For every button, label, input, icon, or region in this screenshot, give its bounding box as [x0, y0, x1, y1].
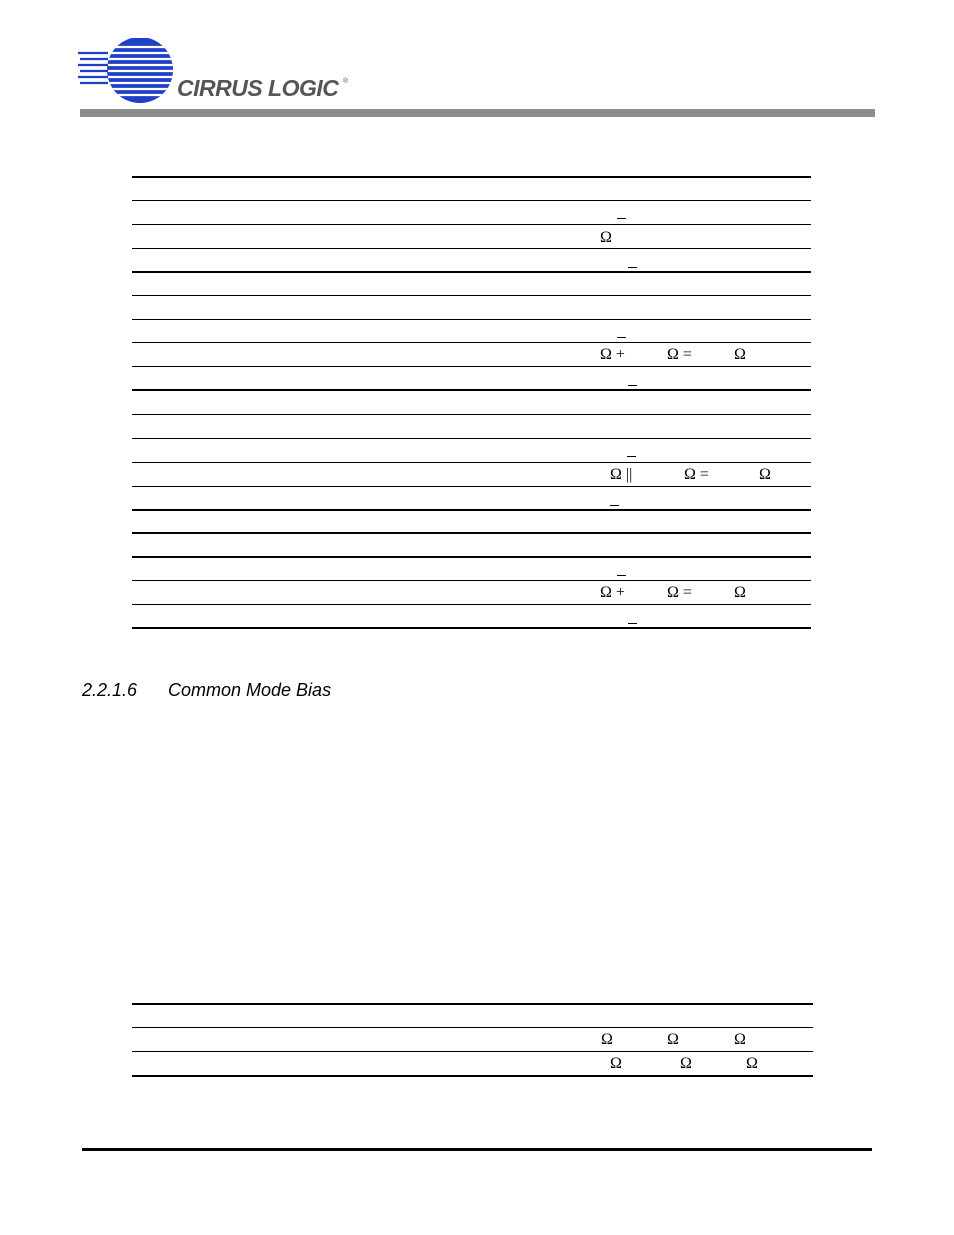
table-rule — [132, 1051, 813, 1052]
table-rule — [132, 1027, 813, 1028]
table-cell: Ω — [746, 1055, 758, 1072]
section-title: Common Mode Bias — [168, 680, 332, 700]
overbar-mark — [617, 575, 626, 576]
table-cell: Ω — [600, 229, 612, 246]
table-rule — [132, 200, 811, 201]
overbar-mark — [628, 267, 637, 268]
table-cell: Ω — [601, 1031, 613, 1048]
overbar-mark — [617, 337, 626, 338]
overbar-mark — [610, 505, 619, 506]
table-cell: Ω + — [600, 346, 625, 363]
table-rule — [132, 486, 811, 487]
table-cell: Ω — [680, 1055, 692, 1072]
table-cell: Ω = — [667, 584, 692, 601]
header-bar — [80, 109, 875, 117]
table-cell: Ω = — [667, 346, 692, 363]
overbar-mark — [627, 456, 636, 457]
table-rule — [132, 389, 811, 391]
table-rule — [132, 248, 811, 249]
table-cell: Ω = — [684, 466, 709, 483]
table-rule — [132, 580, 811, 581]
table-cell: Ω + — [600, 584, 625, 601]
table-rule — [132, 366, 811, 367]
overbar-mark — [628, 385, 637, 386]
table-rule — [132, 604, 811, 605]
table-rule — [132, 271, 811, 273]
table-rule — [132, 319, 811, 320]
table-cell: Ω — [759, 466, 771, 483]
table-rule — [132, 509, 811, 511]
table-cell: Ω — [734, 346, 746, 363]
table-rule — [132, 342, 811, 343]
table-rule — [132, 1075, 813, 1077]
table-cell: Ω — [610, 1055, 622, 1072]
table-cell: Ω — [734, 1031, 746, 1048]
overbar-mark — [617, 218, 626, 219]
overbar-mark — [628, 623, 637, 624]
table-rule — [132, 414, 811, 415]
table-rule — [132, 462, 811, 463]
table-cell: Ω || — [610, 466, 633, 483]
table-rule — [132, 627, 811, 629]
logo-wordmark: CIRRUS LOGIC — [177, 75, 339, 101]
table-rule — [132, 295, 811, 296]
table-rule — [132, 532, 811, 534]
table-rule — [132, 224, 811, 225]
section-heading — [82, 679, 331, 701]
table-rule — [132, 1003, 813, 1005]
table-cell: Ω — [734, 584, 746, 601]
cirrus-logic-logo — [78, 38, 368, 108]
registered-mark: ® — [343, 78, 349, 85]
table-cell: Ω — [667, 1031, 679, 1048]
table-rule — [132, 438, 811, 439]
table-rule — [132, 176, 811, 178]
section-number: 2.2.1.6 — [82, 680, 138, 700]
footer-rule — [82, 1148, 872, 1151]
table-rule — [132, 556, 811, 558]
